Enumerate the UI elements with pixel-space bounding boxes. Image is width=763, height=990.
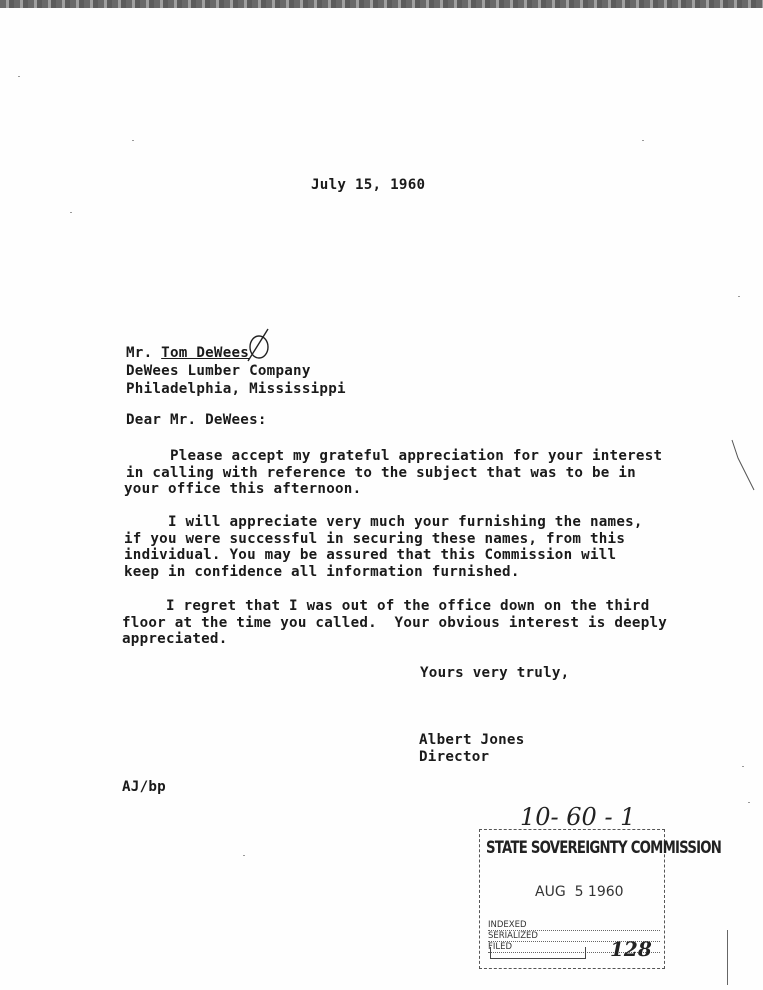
scan-speck xyxy=(70,212,72,213)
scan-speck xyxy=(132,140,134,141)
stamp-field-indexed: INDEXED xyxy=(488,920,660,931)
stamp-field-serialized: SERIALIZED xyxy=(488,931,660,942)
stamp-field-filed: FILED xyxy=(488,942,660,953)
scan-speck xyxy=(243,855,245,856)
stamp-handwritten-initials: 128 xyxy=(610,937,652,961)
filing-stamp xyxy=(479,829,722,969)
paragraph-3-line: floor at the time you called. Your obvious interest is deeply xyxy=(122,615,668,631)
salutation: Dear Mr. DeWees: xyxy=(126,412,267,428)
paragraph-1-line: your office this afternoon. xyxy=(124,481,362,497)
stamp-agency: STATE SOVEREIGNTY COMMISSION xyxy=(486,838,722,858)
paragraph-2-line: I will appreciate very much your furnishing the names, xyxy=(124,514,643,530)
scan-speck xyxy=(18,76,20,77)
letter-date: July 15, 1960 xyxy=(311,177,426,193)
paragraph-2-line: individual. You may be assured that this Commission will xyxy=(124,547,617,563)
paragraph-2-line: if you were successful in securing these names, from this xyxy=(124,531,626,547)
stamp-received-date: AUG 5 1960 xyxy=(535,884,624,900)
recipient-company: DeWees Lumber Company xyxy=(126,363,311,379)
recipient-name-line xyxy=(126,345,249,362)
paragraph-3-line: appreciated. xyxy=(122,631,228,647)
scan-speck xyxy=(738,296,740,297)
recipient-city: Philadelphia, Mississippi xyxy=(126,381,346,397)
closing: Yours very truly, xyxy=(420,665,570,681)
stamp-handwritten-number: 10- 60 - 1 xyxy=(520,803,636,831)
scan-speck xyxy=(742,766,744,767)
recipient-title: Mr. xyxy=(126,345,162,361)
paragraph-3-line: I regret that I was out of the office down on the third xyxy=(122,598,650,614)
typist-initials: AJ/bp xyxy=(122,779,166,795)
recipient-name: Tom DeWees xyxy=(161,345,250,361)
scan-speck xyxy=(748,802,750,803)
stamp-box xyxy=(490,947,586,959)
scan-top-edge xyxy=(0,0,763,8)
paragraph-2-line: keep in confidence all information furnished. xyxy=(124,564,520,580)
scan-speck xyxy=(642,140,644,141)
margin-scratch xyxy=(728,438,758,494)
scan-edge-line xyxy=(727,930,728,985)
signer-title: Director xyxy=(419,749,490,765)
paragraph-1-line: Please accept my grateful appreciation for your interest xyxy=(126,448,663,464)
paragraph-1-line: in calling with reference to the subject that was to be in xyxy=(126,465,636,481)
handwritten-check-mark xyxy=(244,327,274,363)
signer-name: Albert Jones xyxy=(419,732,525,748)
